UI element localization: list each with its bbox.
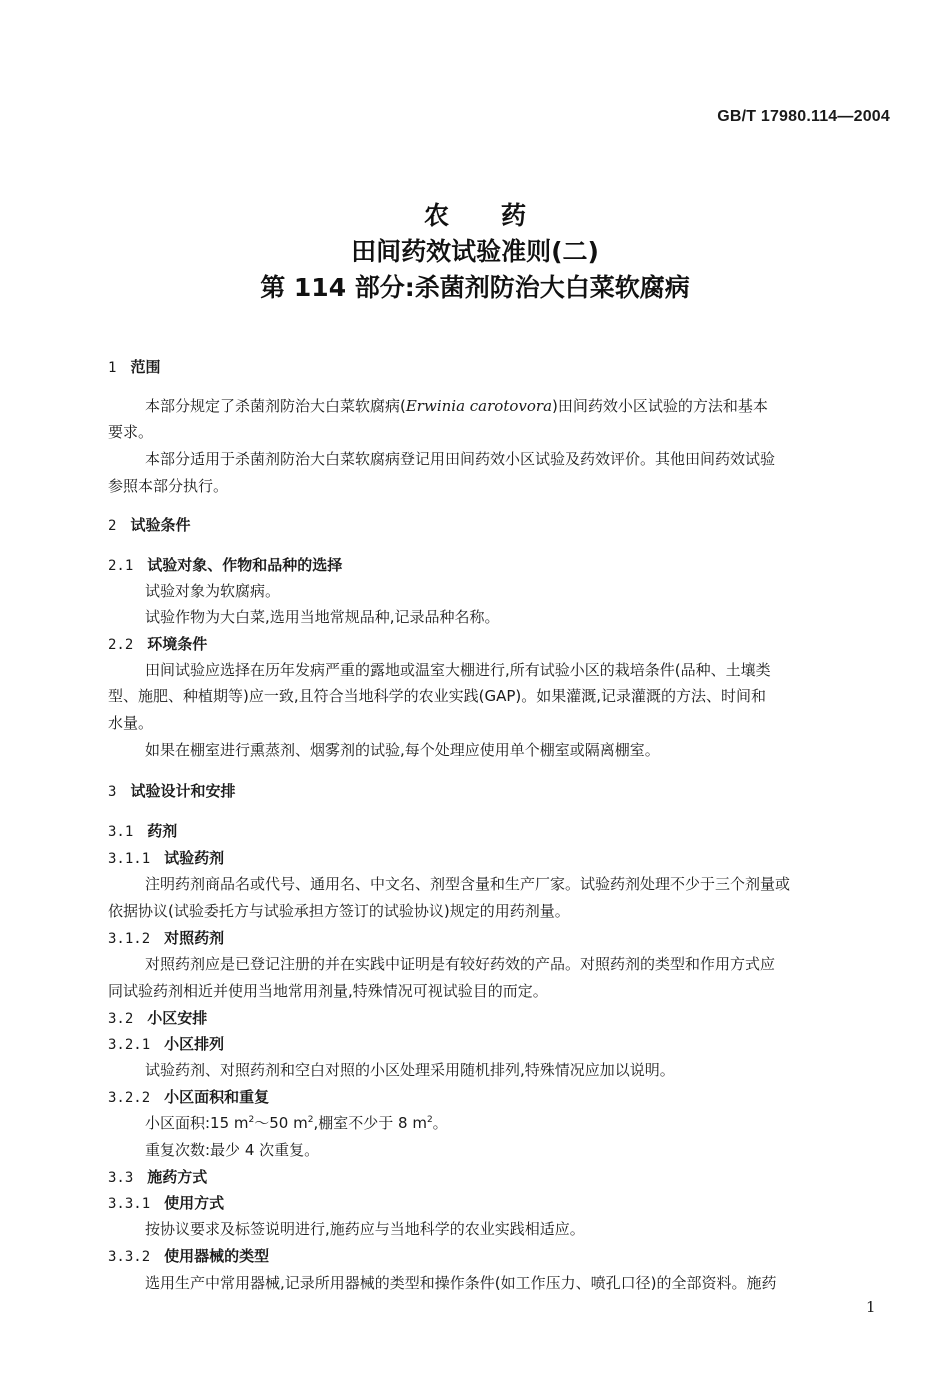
text-run: 本部分规定了杀菌剂防治大白菜软腐病( [145,397,406,415]
page-number: 1 [866,1298,876,1316]
s1-paragraph-2-line-1: 本部分适用于杀菌剂防治大白菜软腐病登记用田间药效小区试验及药效评价。其他田间药效试验 [145,450,776,468]
s22-paragraph-1-line-3: 水量。 [108,714,154,732]
section-3-2-heading [108,1008,207,1029]
title-line-3: 第 114 部分:杀菌剂防治大白菜软腐病 [260,273,690,302]
section-title: 试验设计和安排 [130,782,236,800]
standard-code: GB/T 17980.114—2004 [717,108,890,125]
section-title: 使用方式 [164,1194,225,1212]
section-3-heading [108,781,235,802]
s321-paragraph: 试验药剂、对照药剂和空白对照的小区处理采用随机排列,特殊情况应加以说明。 [145,1061,675,1079]
section-number: 3.1 [108,824,134,840]
section-number: 3.3.2 [108,1249,151,1265]
section-number: 3.3.1 [108,1196,151,1212]
s311-paragraph-line-2: 依据协议(试验委托方与试验承担方签订的试验协议)规定的用药剂量。 [108,902,570,920]
section-title: 对照药剂 [164,929,225,947]
s331-paragraph: 按协议要求及标签说明进行,施药应与当地科学的农业实践相适应。 [145,1220,585,1238]
section-number: 2.2 [108,637,134,653]
section-2-heading [108,515,190,536]
s312-paragraph-line-1: 对照药剂应是已登记注册的并在实践中证明是有较好药效的产品。对照药剂的类型和作用方式应 [145,955,776,973]
s21-paragraph-1: 试验对象为软腐病。 [145,582,281,600]
s1-paragraph-1-line-2: 要求。 [108,423,154,441]
s22-paragraph-2: 如果在棚室进行熏蒸剂、烟雾剂的试验,每个处理应使用单个棚室或隔离棚室。 [145,741,660,759]
section-number: 3.2.2 [108,1090,151,1106]
section-number: 3.3 [108,1170,134,1186]
s22-paragraph-1-line-1: 田间试验应选择在历年发病严重的露地或温室大棚进行,所有试验小区的栽培条件(品种、土壤类 [145,661,771,679]
text-run: 小区面积:15 m [145,1114,249,1132]
s332-paragraph: 选用生产中常用器械,记录所用器械的类型和操作条件(如工作压力、喷孔口径)的全部资料。施药 [145,1274,777,1292]
section-title: 环境条件 [147,635,208,653]
superscript: 2 [426,1115,433,1125]
section-number: 3.2 [108,1011,134,1027]
section-1-heading [108,357,160,378]
latin-name: Erwinia carotovora [405,397,553,415]
section-title: 小区安排 [147,1009,208,1027]
section-number: 2.1 [108,558,134,574]
section-3-3-2-heading [108,1246,269,1267]
section-3-1-2-heading [108,928,224,949]
s311-paragraph-line-1: 注明药剂商品名或代号、通用名、中文名、剂型含量和生产厂家。试验药剂处理不少于三个剂量或 [145,875,791,893]
superscript: 2 [307,1115,314,1125]
s322-paragraph-2: 重复次数:最少 4 次重复。 [145,1141,320,1159]
section-number: 3.1.1 [108,851,151,867]
section-title: 小区面积和重复 [164,1088,270,1106]
section-number: 3.2.1 [108,1037,151,1053]
section-title: 范围 [130,358,161,376]
section-number: 2 [108,518,117,534]
section-3-1-heading [108,821,177,842]
section-title: 施药方式 [147,1168,208,1186]
section-3-3-heading [108,1167,207,1188]
s22-paragraph-1-line-2: 型、施肥、种植期等)应一致,且符合当地科学的农业实践(GAP)。如果灌溉,记录灌溉的方法、时间和 [108,687,767,705]
superscript: 2 [248,1115,255,1125]
section-2-2-heading [108,634,207,655]
title-line-2: 田间药效试验准则(二) [351,237,599,266]
section-number: 3 [108,784,117,800]
section-title: 试验条件 [130,516,191,534]
text-run: ,棚室不少于 8 m [313,1114,427,1132]
section-3-2-1-heading [108,1034,224,1055]
section-title: 试验药剂 [164,849,225,867]
section-title: 小区排列 [164,1035,225,1053]
section-2-1-heading [108,555,342,576]
s1-paragraph-2-line-2: 参照本部分执行。 [108,477,229,495]
section-number: 3.1.2 [108,931,151,947]
text-run: 。 [432,1114,448,1132]
s312-paragraph-line-2: 同试验药剂相近并使用当地常用剂量,特殊情况可视试验目的而定。 [108,982,548,1000]
s322-paragraph-1 [145,1113,448,1133]
section-title: 使用器械的类型 [164,1247,270,1265]
section-title: 药剂 [147,822,178,840]
title-word-2: 药 [501,201,527,230]
section-3-1-1-heading [108,848,224,869]
s21-paragraph-2: 试验作物为大白菜,选用当地常规品种,记录品种名称。 [145,608,500,626]
title-line-1 [0,196,950,232]
section-number: 1 [108,360,117,376]
s1-paragraph-1-line-1 [145,396,768,416]
text-run: )田间药效小区试验的方法和基本 [552,397,768,415]
section-3-2-2-heading [108,1087,269,1108]
text-run: ～50 m [254,1114,308,1132]
title-word-1: 农 [423,201,449,230]
section-title: 试验对象、作物和品种的选择 [147,556,343,574]
section-3-3-1-heading [108,1193,224,1214]
